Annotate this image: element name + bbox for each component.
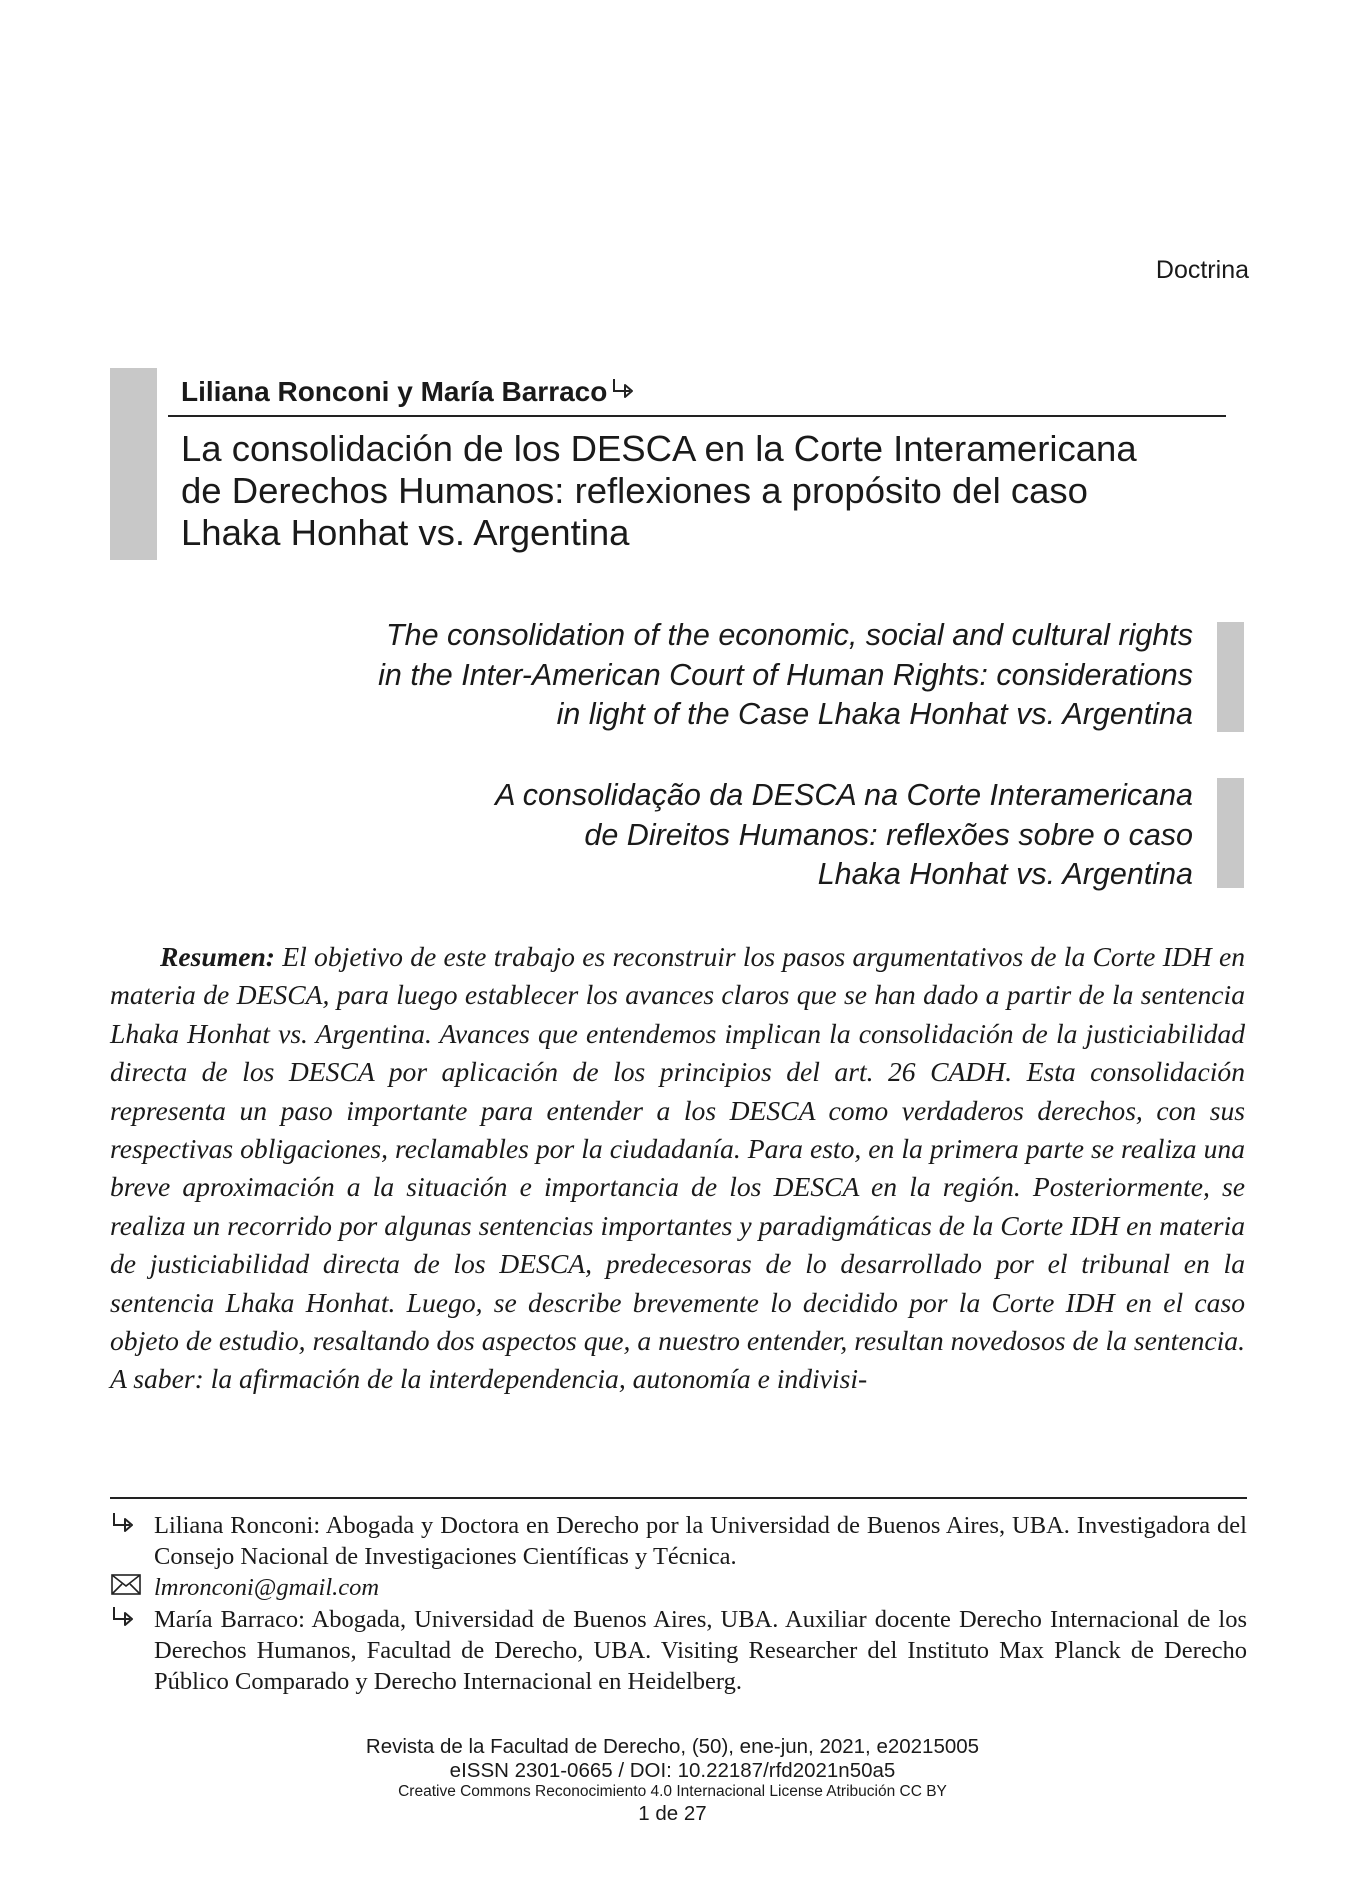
title-pt xyxy=(495,776,1193,895)
title-pt-line: Lhaka Honhat vs. Argentina xyxy=(817,857,1193,891)
title-pt-line: A consolidação da DESCA na Corte Interamericana xyxy=(495,778,1193,812)
title-en-line: in the Inter-American Court of Human Rights: considerations xyxy=(378,657,1193,692)
footnote-rule xyxy=(110,1497,1247,1499)
footnote-email xyxy=(110,1572,1247,1604)
abstract-label: Resumen: xyxy=(160,941,275,972)
title-pt-accent-bar xyxy=(1217,778,1244,888)
title-en xyxy=(378,616,1193,735)
title-en-line: in light of the Case Lhaka Honhat vs. Argentina xyxy=(556,697,1193,731)
authors: Liliana Ronconi y María Barraco xyxy=(181,376,608,407)
author-email-link[interactable]: lmronconi@gmail.com xyxy=(154,1574,380,1601)
arrow-hook-icon xyxy=(611,376,637,408)
arrow-hook-icon xyxy=(110,1604,154,1638)
arrow-hook-icon xyxy=(110,1510,154,1544)
footnote-barraco-text: María Barraco: Abogada, Universidad de Buenos Aires, UBA. Auxiliar docente Derecho Internacional de los Derechos Humanos, Facultad de Derecho, UBA. Visiting Researcher del Instituto Max Planck de Derecho Público Comparado y Derecho Internacional en Heidelberg. xyxy=(154,1606,1247,1695)
footer-journal: Revista de la Facultad de Derecho, (50), ene-jun, 2021, e20215005 xyxy=(365,1735,980,1758)
footnote-barraco xyxy=(110,1604,1247,1697)
abstract-text: El objetivo de este trabajo es reconstruir los pasos argumentativos de la Corte IDH en materia de DESCA, para luego establecer los avances claros que se han dado a partir de la sentencia Lhaka Honhat vs. Argentina. Avances que entendemos implican la consolidación de la justiciabilidad directa de los DESCA por aplicación de los principios del art. 26 CADH. Esta consolidación representa un paso importante para entender a los DESCA como verdaderos derechos, con sus respectivas obligaciones, reclamables por la ciudadanía. Para esto, en la primera parte se realiza una breve aproximación a la situación e importancia de los DESCA en la región. Posteriormente, se realiza un recorrido por algunas sentencias importantes y paradigmáticas de la Corte IDH en materia de justiciabilidad directa de los DESCA, predecesoras de lo desarrollado por el tribunal en la sentencia Lhaka Honhat. Luego, se describe brevemente lo decidido por la Corte IDH en el caso objeto de estudio, resaltando dos aspectos que, a nuestro entender, resultan novedosos de la sentencia. A saber: la afirmación de la interdependencia, autonomía e indivisi- xyxy=(110,941,1245,1395)
header-rule xyxy=(168,415,1226,417)
title-pt-line: de Direitos Humanos: reflexões sobre o caso xyxy=(584,817,1193,852)
authors-line xyxy=(181,376,637,408)
title-es xyxy=(181,428,1221,554)
footnote-ronconi-text: Liliana Ronconi: Abogada y Doctora en Derecho por la Universidad de Buenos Aires, UBA. Investigadora del Consejo Nacional de Investigaciones Científicas y Técnica. xyxy=(154,1512,1247,1570)
title-es-line: La consolidación de los DESCA en la Corte Interamericana xyxy=(181,428,1137,469)
footnotes xyxy=(110,1510,1247,1697)
page-number: 1 de 27 xyxy=(638,1802,707,1825)
title-es-line: Lhaka Honhat vs. Argentina xyxy=(181,512,630,553)
section-label: Doctrina xyxy=(1155,256,1249,284)
title-en-line: The consolidation of the economic, social and cultural rights xyxy=(386,618,1193,652)
header-accent-bar xyxy=(110,368,157,560)
title-en-accent-bar xyxy=(1217,622,1244,732)
footer-license: Creative Commons Reconocimiento 4.0 Internacional License Atribución CC BY xyxy=(398,1783,947,1800)
footnote-ronconi xyxy=(110,1510,1247,1572)
footer-issn-doi: eISSN 2301-0665 / DOI: 10.22187/rfd2021n50a5 xyxy=(449,1759,896,1782)
abstract xyxy=(110,938,1245,1399)
title-es-line: de Derechos Humanos: reflexiones a propósito del caso xyxy=(181,470,1088,511)
article-header xyxy=(110,368,1250,560)
envelope-icon xyxy=(110,1572,154,1604)
